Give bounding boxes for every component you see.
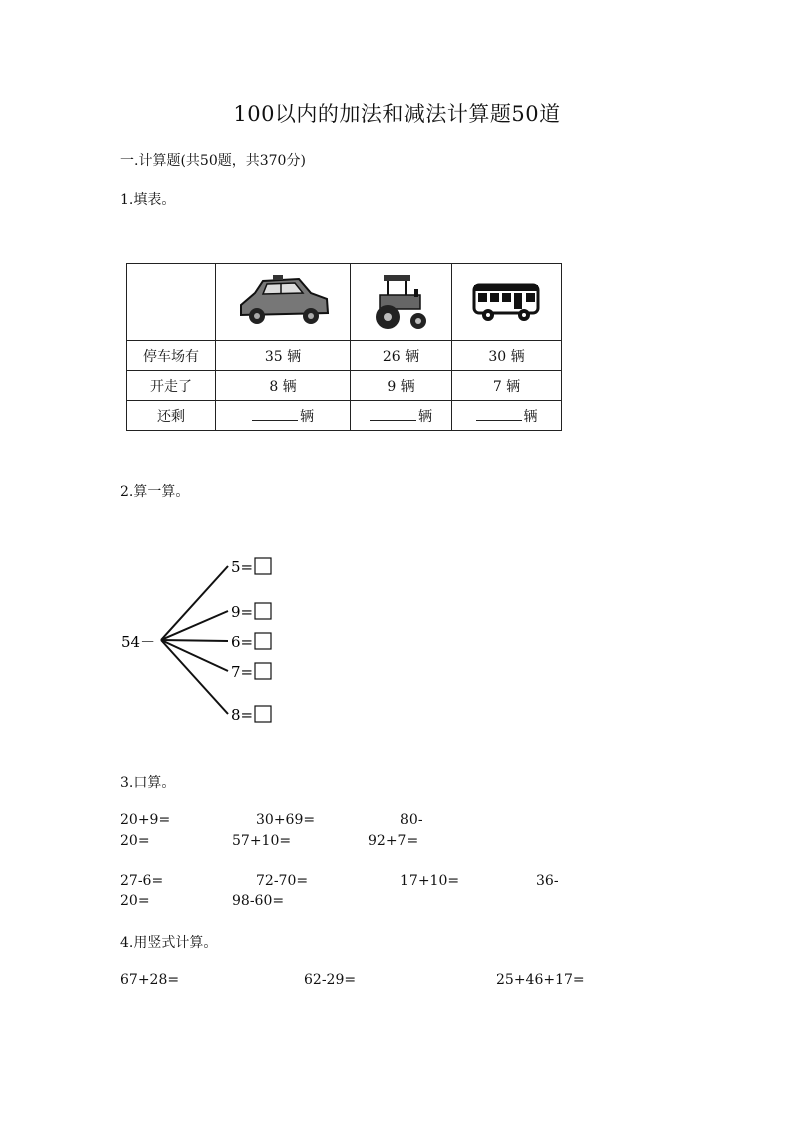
- answer-cell: [351, 401, 452, 431]
- branch-label: 5=: [231, 558, 254, 576]
- table-cell: 26 辆: [351, 341, 452, 371]
- answer-blank[interactable]: [370, 406, 416, 421]
- oral-problem: 20=: [120, 833, 150, 849]
- subtraction-tree: [110, 545, 290, 735]
- table-row: [127, 341, 562, 371]
- answer-cell: [216, 401, 351, 431]
- table-cell: 9 辆: [351, 371, 452, 401]
- branch-label: 8=: [231, 706, 254, 724]
- branch-line: [161, 611, 228, 640]
- branch-label: 6=: [231, 633, 254, 651]
- bus-cell: [452, 264, 562, 341]
- answer-box[interactable]: [255, 603, 271, 619]
- answer-box[interactable]: [255, 706, 271, 722]
- unit-label: 辆: [418, 408, 432, 425]
- section-heading: 一.计算题(共50题，共370分): [120, 153, 306, 169]
- page-title: 100以内的加法和减法计算题50道: [233, 102, 561, 126]
- table-cell: 7 辆: [452, 371, 562, 401]
- fill-table: [126, 263, 562, 431]
- answer-cell: [452, 401, 562, 431]
- answer-box[interactable]: [255, 558, 271, 574]
- oral-problem: 27-6=: [120, 873, 164, 889]
- unit-label: 辆: [300, 408, 314, 425]
- table-corner-cell: [127, 264, 216, 341]
- table-row: [127, 371, 562, 401]
- oral-problem: 57+10=: [232, 833, 292, 849]
- answer-box[interactable]: [255, 663, 271, 679]
- row-label: 停车场有: [127, 341, 216, 371]
- vertical-problem: 67+28=: [120, 972, 180, 988]
- question-3-label: 3.口算。: [120, 775, 176, 791]
- oral-problem: 98-60=: [232, 893, 285, 909]
- vertical-problem: 62-29=: [304, 972, 357, 988]
- question-4-label: 4.用竖式计算。: [120, 935, 218, 951]
- oral-problem: 36-: [536, 873, 559, 889]
- table-cell: 30 辆: [452, 341, 562, 371]
- oral-problem: 20=: [120, 893, 150, 909]
- oral-problem: 20+9=: [120, 812, 171, 828]
- branch-line: [161, 566, 228, 640]
- oral-problem: 30+69=: [256, 812, 316, 828]
- car-icon: [233, 271, 333, 333]
- question-1-label: 1.填表。: [120, 192, 176, 208]
- unit-label: 辆: [523, 408, 538, 425]
- branch-line: [161, 640, 228, 714]
- table-cell: 35 辆: [216, 341, 351, 371]
- branch-label: 7=: [231, 663, 254, 681]
- branch-label: 9=: [231, 603, 254, 621]
- row-label: 开走了: [127, 371, 216, 401]
- answer-box[interactable]: [255, 633, 271, 649]
- tree-root: 54－: [121, 633, 156, 651]
- answer-blank[interactable]: [252, 406, 298, 421]
- tractor-icon: [370, 271, 432, 333]
- vertical-problem: 25+46+17=: [496, 972, 585, 988]
- answer-blank[interactable]: [476, 406, 522, 421]
- branch-line: [161, 640, 228, 641]
- oral-problem: 92+7=: [368, 833, 419, 849]
- table-row: [127, 401, 562, 431]
- car-cell: [216, 264, 351, 341]
- oral-problem: 72-70=: [256, 873, 309, 889]
- oral-problem: 80-: [400, 812, 423, 828]
- table-cell: 8 辆: [216, 371, 351, 401]
- table-header-row: [127, 264, 562, 341]
- question-2-label: 2.算一算。: [120, 484, 190, 500]
- row-label: 还剩: [127, 401, 216, 431]
- oral-problem: 17+10=: [400, 873, 460, 889]
- tractor-cell: [351, 264, 452, 341]
- branch-line: [161, 640, 228, 671]
- bus-icon: [470, 277, 544, 327]
